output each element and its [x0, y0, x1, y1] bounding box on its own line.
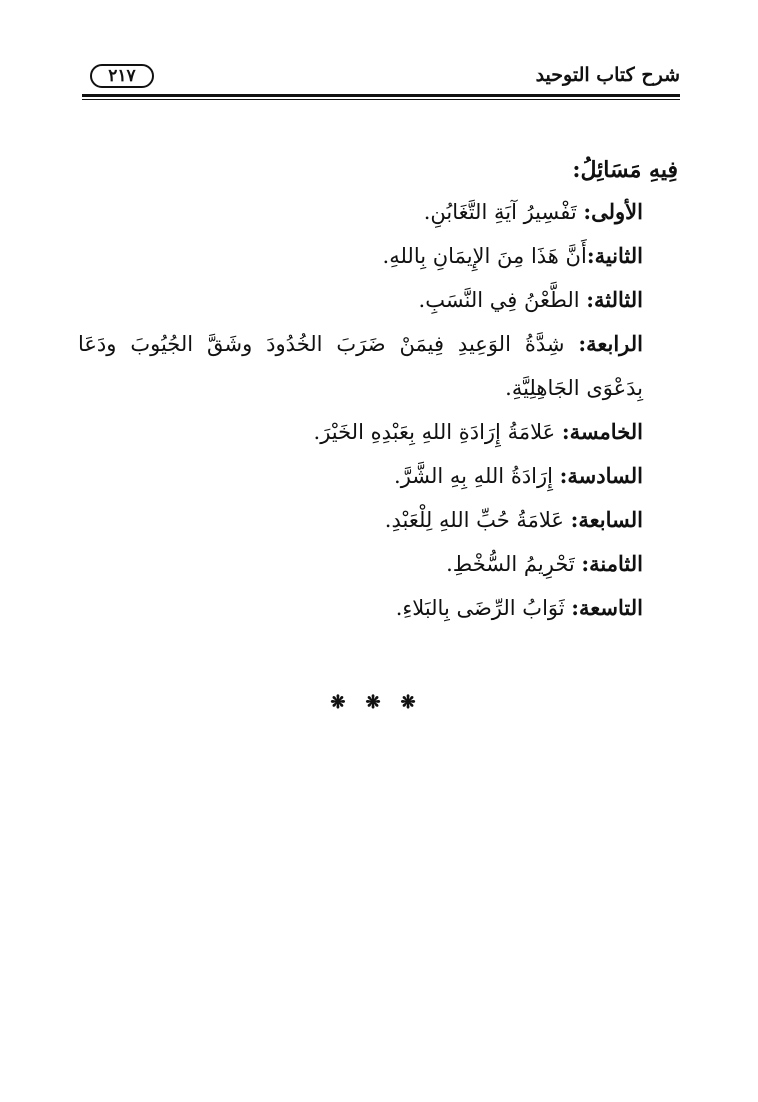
issue-label: الثالثة:	[586, 287, 643, 312]
issue-text: شِدَّةُ الوَعِيدِ فِيمَنْ ضَرَبَ الخُدُودَ وشَقَّ الجُيُوبَ ودَعَا بِدَعْوَى الجَاهِلِيَّةِ.	[78, 332, 643, 400]
issue-text: ثَوَابُ الرِّضَى بِالبَلاءِ.	[395, 596, 572, 620]
issue-label: السادسة:	[559, 463, 643, 488]
issue-item-6	[78, 454, 643, 498]
page-number-badge: ٢١٧	[90, 64, 154, 88]
issue-item-2	[78, 234, 643, 278]
issue-text: تَحْرِيمُ السُّخْطِ.	[446, 552, 582, 576]
page-content	[78, 150, 678, 630]
issue-text: عَلامَةُ حُبِّ اللهِ لِلْعَبْدِ.	[384, 508, 571, 532]
section-separator	[0, 692, 758, 713]
issue-text: أَنَّ هَذَا مِنَ الإِيمَانِ بِاللهِ.	[382, 244, 587, 268]
issue-item-1	[78, 190, 643, 234]
header-rule-thin	[82, 99, 680, 100]
issue-item-9	[78, 586, 643, 630]
star-ornament-icon: ❋	[365, 692, 393, 713]
issue-label: الخامسة:	[561, 419, 643, 444]
running-title: شرح كتاب التوحيد	[535, 64, 680, 86]
issue-text: عَلامَةُ إِرَادَةِ اللهِ بِعَبْدِهِ الخَيْرَ.	[313, 420, 562, 444]
issue-text: تَفْسِيرُ آيَةِ التَّغَابُنِ.	[423, 200, 584, 224]
issue-item-4	[78, 322, 643, 410]
issue-item-3	[78, 278, 643, 322]
issue-label: الثامنة:	[581, 551, 643, 576]
page-header	[82, 62, 680, 98]
section-heading: فِيهِ مَسَائِلُ:	[572, 157, 678, 183]
issue-item-7	[78, 498, 643, 542]
issue-label: الرابعة:	[578, 331, 643, 356]
star-ornament-icon: ❋	[330, 692, 358, 713]
issue-label: التاسعة:	[571, 595, 643, 620]
star-ornament-icon: ❋	[400, 692, 428, 713]
header-rule-thick	[82, 94, 680, 97]
issue-label: الثانية:	[586, 243, 643, 268]
issue-text: إِرَادَةُ اللهِ بِهِ الشَّرَّ.	[394, 464, 560, 488]
issue-label: السابعة:	[570, 507, 643, 532]
issue-text: الطَّعْنُ فِي النَّسَبِ.	[418, 288, 587, 312]
issue-label: الأولى:	[583, 199, 643, 224]
issue-item-8	[78, 542, 643, 586]
issue-item-5	[78, 410, 643, 454]
